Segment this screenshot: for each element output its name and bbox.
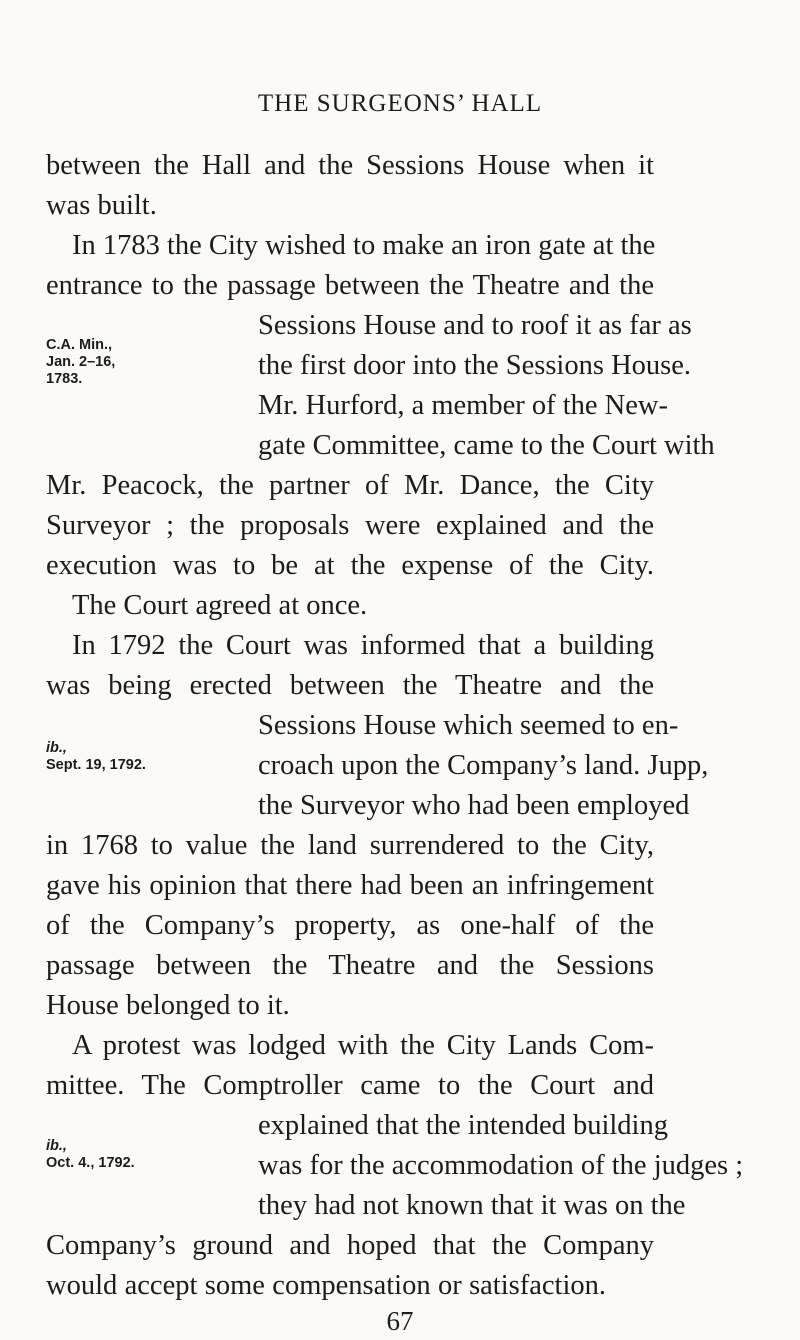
text-line: Surveyor ; the proposals were explained and the (46, 510, 654, 541)
text-line: Sessions House and to roof it as far as (258, 310, 692, 341)
text-line: Mr. Hurford, a member of the New- (258, 390, 668, 421)
text-line: entrance to the passage between the Theatre and the (46, 270, 654, 301)
text-line: House belonged to it. (46, 990, 290, 1021)
text-line: was being erected between the Theatre and the (46, 670, 654, 701)
text-line: between the Hall and the Sessions House when it (46, 150, 654, 181)
text-line: Mr. Peacock, the partner of Mr. Dance, the City (46, 470, 654, 501)
running-head: THE SURGEONS’ HALL (257, 90, 543, 117)
text-line: Company’s ground and hoped that the Company (46, 1230, 654, 1261)
text-line: they had not known that it was on the (258, 1190, 686, 1221)
text-line: was built. (46, 190, 157, 221)
text-line: The Court agreed at once. (72, 590, 368, 621)
text-line: A protest was lodged with the City Lands Com- (72, 1030, 654, 1061)
text-line: the first door into the Sessions House. (258, 350, 692, 381)
text-line: would accept some compensation or satisfaction. (46, 1270, 606, 1301)
text-line: gave his opinion that there had been an infringement (46, 870, 654, 901)
page-number: 67 (386, 1306, 414, 1336)
text-line: Sessions House which seemed to en- (258, 710, 679, 741)
text-line: In 1792 the Court was informed that a building (72, 630, 654, 661)
margin-note: ib., Oct. 4., 1792. (46, 1138, 135, 1171)
text-line: mittee. The Comptroller came to the Court and (46, 1070, 654, 1101)
text-line: the Surveyor who had been employed (258, 790, 690, 821)
text-line: passage between the Theatre and the Sessions (46, 950, 654, 981)
margin-note: ib., Sept. 19, 1792. (46, 740, 146, 773)
text-line: was for the accommodation of the judges ; (258, 1150, 744, 1181)
text-line: croach upon the Company’s land. Jupp, (258, 750, 709, 781)
text-line: of the Company’s property, as one-half of the (46, 910, 654, 941)
margin-note: C.A. Min., Jan. 2–16, 1783. (46, 337, 116, 387)
text-line: in 1768 to value the land surrendered to the City, (46, 830, 654, 861)
text-line: gate Committee, came to the Court with (258, 430, 715, 461)
text-line: In 1783 the City wished to make an iron gate at the (72, 230, 656, 261)
text-line: explained that the intended building (258, 1110, 668, 1141)
text-line: execution was to be at the expense of the City. (46, 550, 654, 581)
